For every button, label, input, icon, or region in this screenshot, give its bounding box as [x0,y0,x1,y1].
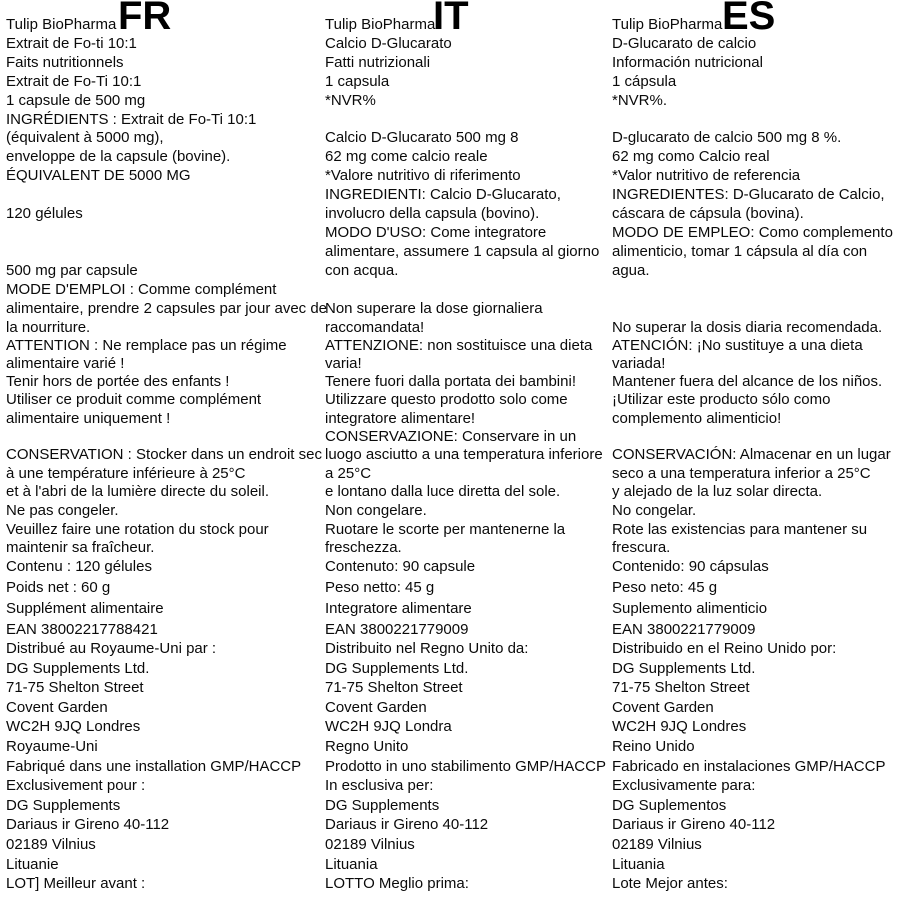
text-line: Fatti nutrizionali [325,54,431,71]
text-line: Supplément alimentaire [6,600,164,617]
text-line: Tenere fuori dalla portata dei bambini! [325,373,576,390]
text-line: con acqua. [325,262,399,279]
text-line: Covent Garden [612,699,714,716]
text-line: 02189 Vilnius [612,836,702,853]
text-line: 71-75 Shelton Street [325,679,463,696]
text-line: Royaume-Uni [6,738,98,755]
text-line: ATENCIÓN: ¡No sustituye a una dieta [612,337,863,354]
text-line: alimentaire, prendre 2 capsules par jour avec de [6,300,328,317]
text-line: Calcio D-Glucarato [325,35,452,52]
text-line: Fabricado en instalaciones GMP/HACCP [612,758,886,775]
text-line: Non congelare. [325,502,427,519]
text-line: Tenir hors de portée des enfants ! [6,373,230,390]
text-line: alimentaire uniquement ! [6,410,171,427]
text-line: 1 cápsula [612,73,677,90]
text-line: EAN 3800221779009 [612,621,756,638]
text-line: INGREDIENTES: D-Glucarato de Calcio, [612,186,885,203]
text-line: ¡Utilizar este producto sólo como [612,391,831,408]
column-header-it: IT [433,0,469,38]
text-line: DG Suplementos [612,797,727,814]
text-line: Mantener fuera del alcance de los niños. [612,373,883,390]
text-line: ÉQUIVALENT DE 5000 MG [6,167,191,184]
text-line: Dariaus ir Gireno 40-112 [612,816,776,833]
text-line: MODE D'EMPLOI : Comme complément [6,281,277,298]
text-line: e lontano dalla luce diretta del sole. [325,483,561,500]
text-line: involucro della capsula (bovino). [325,205,540,222]
text-line: luogo asciutto a una temperatura inferiore [325,446,603,463]
text-line: MODO D'USO: Come integratore [325,224,547,241]
text-line: Tulip BioPharma [612,16,723,33]
text-line: *NVR%. [612,92,668,109]
text-line: Extrait de Fo-Ti 10:1 [6,73,142,90]
text-line: In esclusiva per: [325,777,434,794]
text-line: Poids net : 60 g [6,579,111,596]
text-line: integratore alimentare! [325,410,476,427]
text-line: DG Supplements Ltd. [612,660,756,677]
text-line: *Valore nutritivo di riferimento [325,167,521,184]
text-line: MODO DE EMPLEO: Como complemento [612,224,893,241]
text-line: Peso netto: 45 g [325,579,435,596]
text-line: DG Supplements Ltd. [325,660,469,677]
text-line: Distribué au Royaume-Uni par : [6,640,217,657]
text-line: Prodotto in uno stabilimento GMP/HACCP [325,758,606,775]
text-line: 02189 Vilnius [325,836,415,853]
text-line: INGRÉDIENTS : Extrait de Fo-Ti 10:1 [6,111,257,128]
text-line: CONSERVAZIONE: Conservare in un [325,428,577,445]
text-line: frescura. [612,539,671,556]
text-line: Contenido: 90 cápsulas [612,558,769,575]
text-line: Tulip BioPharma [325,16,436,33]
text-line: D-Glucarato de calcio [612,35,757,52]
text-line: 500 mg par capsule [6,262,138,279]
text-line: Contenuto: 90 capsule [325,558,476,575]
text-line: Covent Garden [6,699,108,716]
text-line: 120 gélules [6,205,83,222]
text-line: Rote las existencias para mantener su [612,521,868,538]
text-line: *NVR% [325,92,376,109]
text-line: 02189 Vilnius [6,836,96,853]
text-line: Lote Mejor antes: [612,875,728,892]
text-line: LOT] Meilleur avant : [6,875,146,892]
text-line: DG Supplements Ltd. [6,660,150,677]
text-line: Covent Garden [325,699,427,716]
text-line: WC2H 9JQ Londra [325,718,452,735]
text-line: et à l'abri de la lumière directe du soleil. [6,483,269,500]
text-line: DG Supplements [6,797,121,814]
text-line: varia! [325,355,362,372]
text-line: Tulip BioPharma [6,16,117,33]
text-line: agua. [612,262,650,279]
text-line: à une température inférieure à 25°C [6,465,246,482]
text-line: Distribuito nel Regno Unito da: [325,640,529,657]
text-line: 71-75 Shelton Street [6,679,144,696]
text-line: Dariaus ir Gireno 40-112 [325,816,489,833]
text-line: Utilizzare questo prodotto solo come [325,391,568,408]
text-line: ATTENTION : Ne remplace pas un régime [6,337,287,354]
text-line: (équivalent à 5000 mg), [6,129,164,146]
text-line: Distribuido en el Reino Unido por: [612,640,837,657]
text-line: LOTTO Meglio prima: [325,875,469,892]
text-line: 1 capsula [325,73,390,90]
text-line: y alejado de la luz solar directa. [612,483,823,500]
text-line: CONSERVATION : Stocker dans un endroit sec [6,446,322,463]
text-line: Calcio D-Glucarato 500 mg 8 [325,129,519,146]
text-line: Información nutricional [612,54,763,71]
text-line: alimentare, assumere 1 capsula al giorno [325,243,600,260]
text-line: Regno Unito [325,738,409,755]
text-line: Exclusivamente para: [612,777,756,794]
text-line: CONSERVACIÓN: Almacenar en un lugar [612,446,891,463]
text-line: Veuillez faire une rotation du stock pour [6,521,269,538]
text-line: DG Supplements [325,797,440,814]
text-line: 62 mg como Calcio real [612,148,770,165]
text-line: Lituanie [6,856,59,873]
text-line: freschezza. [325,539,402,556]
text-line: alimenticio, tomar 1 cápsula al día con [612,243,868,260]
text-line: No congelar. [612,502,697,519]
text-line: complemento alimenticio! [612,410,782,427]
text-line: WC2H 9JQ Londres [612,718,747,735]
column-header-fr: FR [118,0,172,38]
text-line: maintenir sa fraîcheur. [6,539,155,556]
text-line: INGREDIENTI: Calcio D-Glucarato, [325,186,561,203]
text-line: D-glucarato de calcio 500 mg 8 %. [612,129,842,146]
text-line: seco a una temperatura inferior a 25°C [612,465,871,482]
text-line: 71-75 Shelton Street [612,679,750,696]
text-line: variada! [612,355,666,372]
text-line: Peso neto: 45 g [612,579,718,596]
text-line: Lituania [325,856,378,873]
text-line: enveloppe de la capsule (bovine). [6,148,231,165]
text-line: Suplemento alimenticio [612,600,768,617]
column-header-es: ES [722,0,776,38]
text-line: Faits nutritionnels [6,54,124,71]
text-line: 62 mg come calcio reale [325,148,488,165]
text-line: raccomandata! [325,319,425,336]
text-line: a 25°C [325,465,372,482]
text-line: EAN 38002217788421 [6,621,158,638]
text-line: Extrait de Fo-ti 10:1 [6,35,137,52]
text-line: Contenu : 120 gélules [6,558,152,575]
text-line: Dariaus ir Gireno 40-112 [6,816,170,833]
text-line: la nourriture. [6,319,91,336]
text-line: Lituania [612,856,665,873]
text-line: EAN 3800221779009 [325,621,469,638]
text-line: Non superare la dose giornaliera [325,300,543,317]
text-line: Exclusivement pour : [6,777,146,794]
text-line: *Valor nutritivo de referencia [612,167,801,184]
text-line: 1 capsule de 500 mg [6,92,146,109]
text-line: alimentaire varié ! [6,355,125,372]
text-line: Ruotare le scorte per mantenerne la [325,521,566,538]
text-line: WC2H 9JQ Londres [6,718,141,735]
text-line: ATTENZIONE: non sostituisce una dieta [325,337,593,354]
text-line: Ne pas congeler. [6,502,119,519]
text-line: cáscara de cápsula (bovina). [612,205,804,222]
text-line: Integratore alimentare [325,600,472,617]
text-line: Reino Unido [612,738,695,755]
text-line: No superar la dosis diaria recomendada. [612,319,883,336]
text-line: Fabriqué dans une installation GMP/HACCP [6,758,302,775]
text-line: Utiliser ce produit comme complément [6,391,262,408]
